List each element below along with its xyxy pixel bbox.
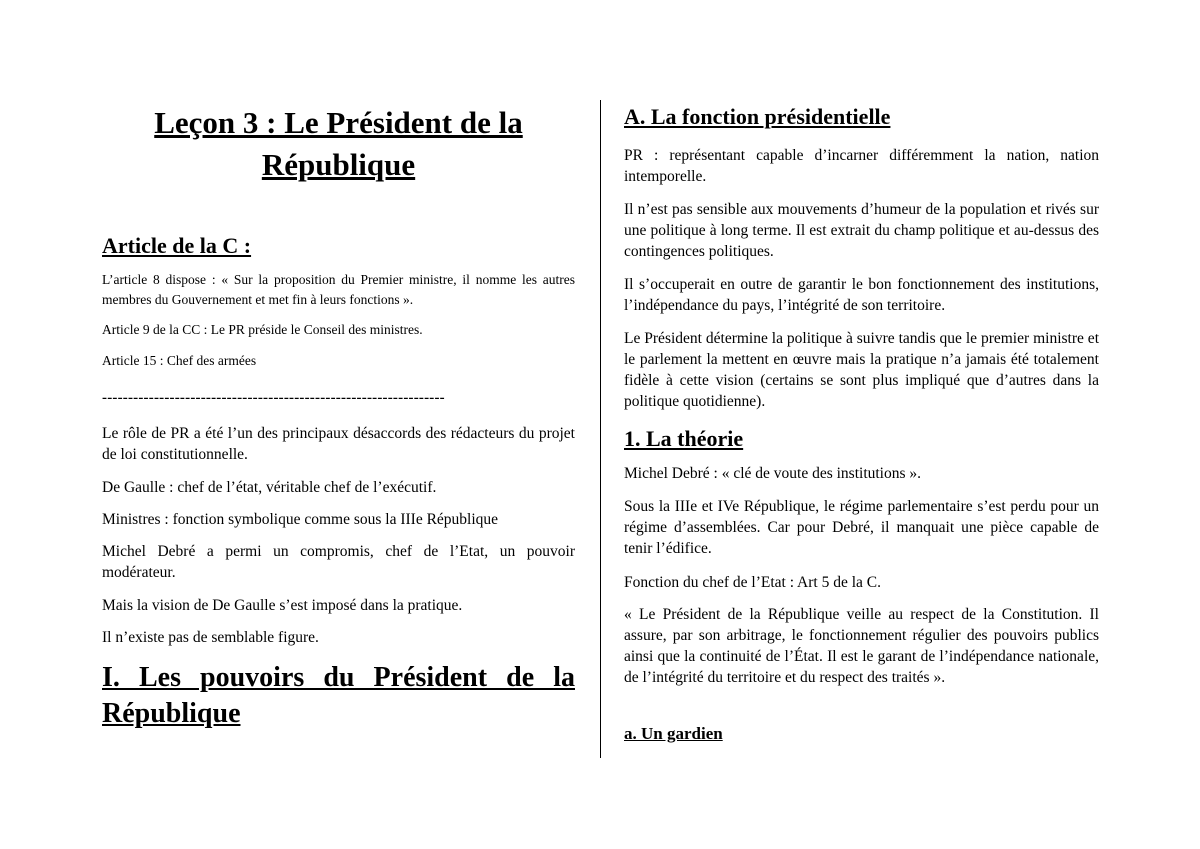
paragraph-debre: Michel Debré a permi un compromis, chef de l’Etat, un pouvoir modérateur.: [102, 543, 575, 581]
paragraph-article-5: « Le Président de la République veille au respect de la Constitution. Il assure, par son arbitrage, le fonctionnement régulier des pouvoirs publics ainsi que la continuité de l’État. Il est le garant de l’indépendance nationale, de l’intégrité du territoire et du respect des traités ».: [624, 606, 1099, 686]
column-divider: [600, 100, 601, 758]
heading-un-gardien: a. Un gardien: [624, 724, 723, 743]
paragraph-politique: Le Président détermine la politique à suivre tandis que le premier ministre et le parlement la mettent en œuvre mais la pratique n’a jamais été totalement fidèle à cette vision (certains se sont plus impliqué que d’autres dans la politique quotidienne).: [624, 330, 1099, 410]
heading-fonction-presidentielle: A. La fonction présidentielle: [624, 104, 891, 129]
article-9-text: Article 9 de la CC : Le PR préside le Conseil des ministres.: [102, 322, 423, 337]
lesson-title: Leçon 3 : Le Président de la République: [154, 105, 523, 182]
paragraph-representant: PR : représentant capable d’incarner différemment la nation, nation intemporelle.: [624, 147, 1099, 185]
paragraph-vision: Mais la vision de De Gaulle s’est imposé dans la pratique.: [102, 597, 463, 614]
paragraph-fonction-chef: Fonction du chef de l’Etat : Art 5 de la C.: [624, 574, 881, 591]
paragraph-regime: Sous la IIIe et IVe République, le régime parlementaire s’est perdu pour un régime d’assemblées. Car pour Debré, il manquait une pièce capable de tenir l’édifice.: [624, 498, 1099, 557]
section-title-line1: I. Les pouvoirs du Président de la: [102, 662, 575, 693]
section-title-line2: République: [102, 698, 241, 729]
paragraph-de-gaulle: De Gaulle : chef de l’état, véritable chef de l’exécutif.: [102, 479, 437, 496]
paragraph-figure: Il n’existe pas de semblable figure.: [102, 629, 319, 646]
paragraph-cle-de-voute: Michel Debré : « clé de voute des institutions ».: [624, 465, 922, 482]
separator-line: ------------------------------------------------------------------: [102, 390, 445, 406]
article-heading: Article de la C :: [102, 233, 252, 258]
paragraph-garantie: Il s’occuperait en outre de garantir le bon fonctionnement des institutions, l’indépendance du pays, l’intégrité de son territoire.: [624, 276, 1099, 314]
section-title: [102, 660, 575, 732]
article-15-text: Article 15 : Chef des armées: [102, 353, 257, 368]
paragraph-sensibilite: Il n’est pas sensible aux mouvements d’humeur de la population et rivés sur une politique à long terme. Il est extrait du champ politique et au-dessus des contingences politiques.: [624, 201, 1099, 260]
heading-la-theorie: 1. La théorie: [624, 426, 744, 451]
paragraph-role: Le rôle de PR a été l’un des principaux désaccords des rédacteurs du projet de loi constitutionnelle.: [102, 425, 575, 463]
article-8-text: L’article 8 dispose : « Sur la proposition du Premier ministre, il nomme les autres membres du Gouvernement et met fin à leurs fonctions ».: [102, 272, 575, 307]
paragraph-ministres: Ministres : fonction symbolique comme sous la IIIe République: [102, 511, 499, 528]
